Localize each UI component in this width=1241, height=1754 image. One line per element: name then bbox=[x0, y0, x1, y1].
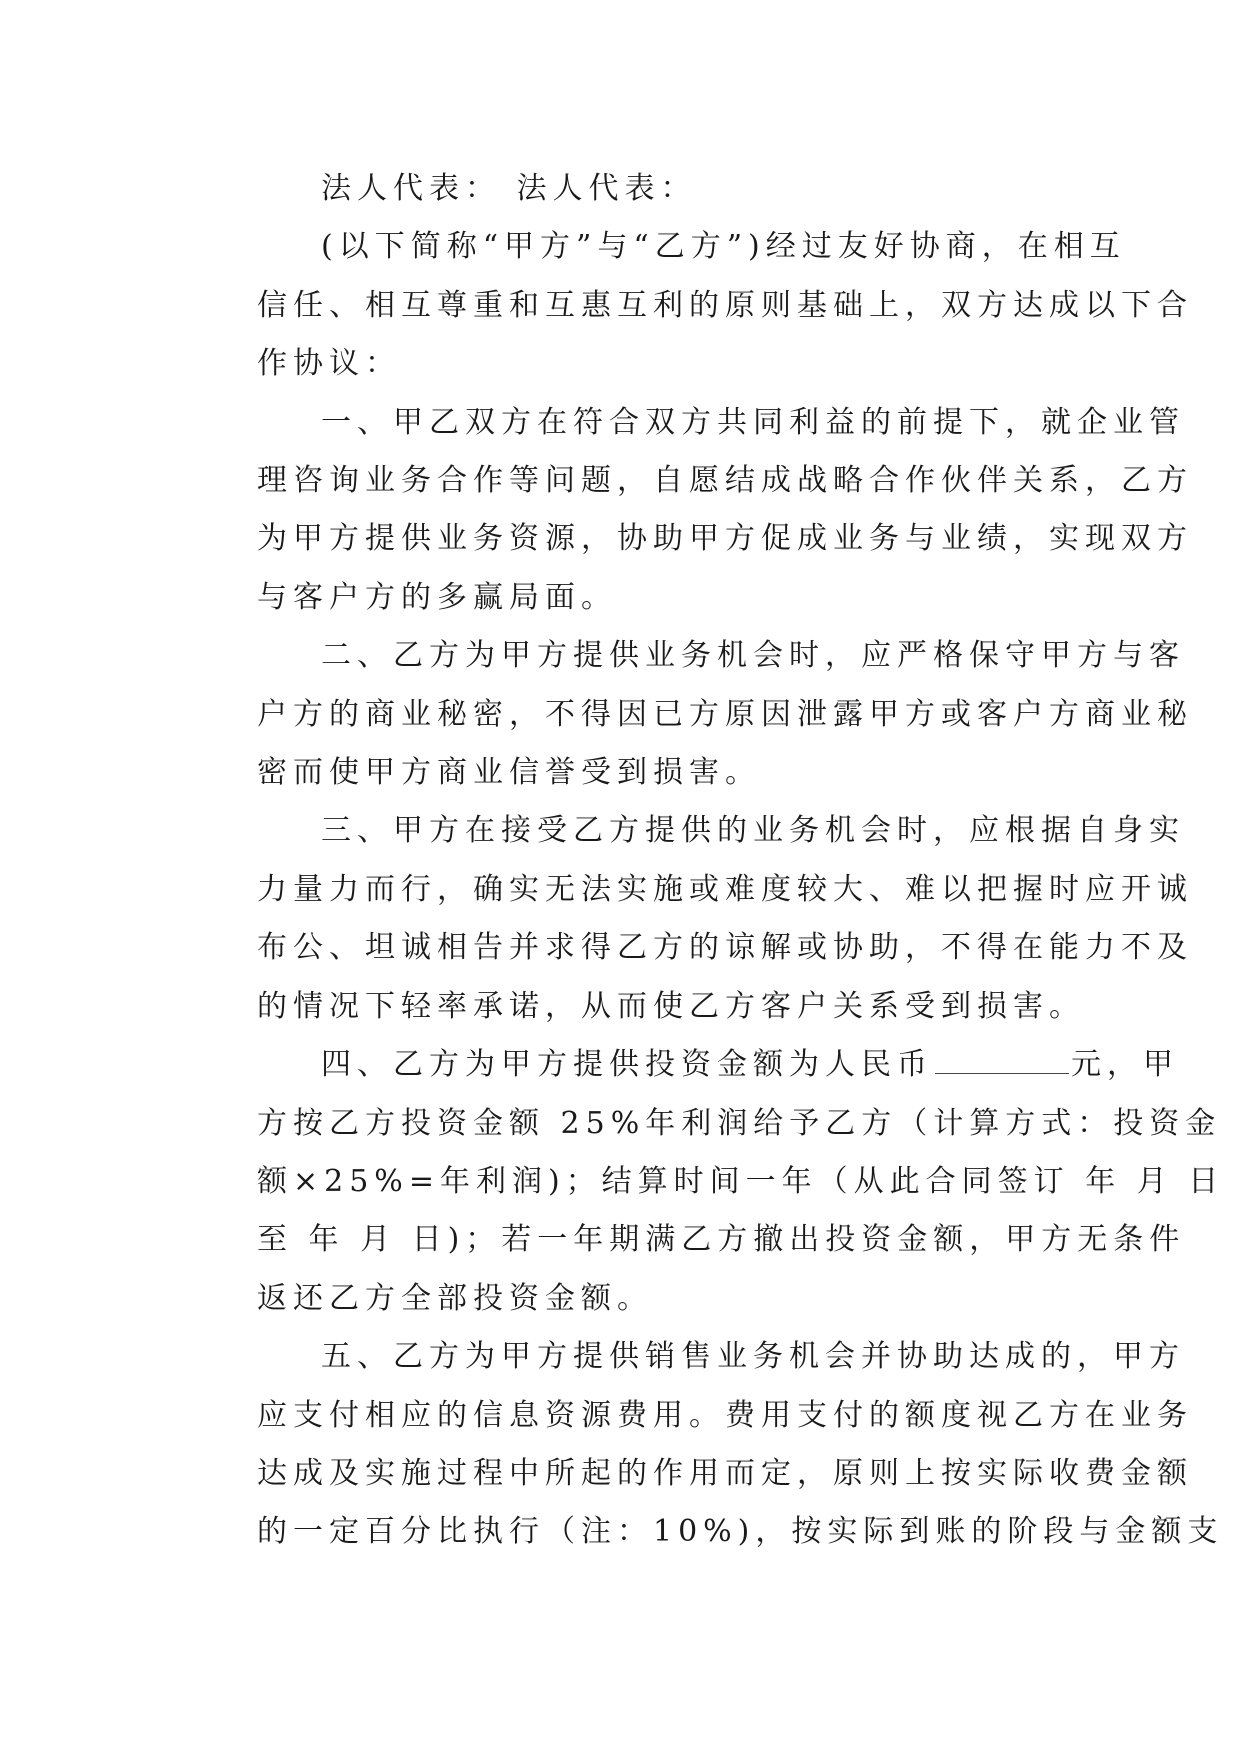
text-line: 的一定百分比执行（注：10%)，按实际到账的阶段与金额支 bbox=[257, 1514, 1224, 1550]
text-line: 理咨询业务合作等问题，自愿结成战略合作伙伴关系，乙方 bbox=[257, 463, 1193, 499]
text-line: 户方的商业秘密，不得因已方原因泄露甲方或客户方商业秘 bbox=[257, 696, 1193, 732]
amount-suffix-text: 元，甲 bbox=[1071, 1047, 1179, 1083]
text-line: 信任、相互尊重和互惠互利的原则基础上，双方达成以下合 bbox=[257, 287, 1193, 323]
text-line: 密而使甲方商业信誉受到损害。 bbox=[257, 755, 761, 791]
text-line: 为甲方提供业务资源，协助甲方促成业务与业绩，实现双方 bbox=[257, 521, 1193, 557]
text-line: 布公、坦诚相告并求得乙方的谅解或协助，不得在能力不及 bbox=[257, 930, 1193, 966]
text-line: 二、乙方为甲方提供业务机会时，应严格保守甲方与客 bbox=[321, 638, 1185, 674]
text-line: 方按乙方投资金额 25%年利润给予乙方（计算方式：投资金 bbox=[257, 1105, 1222, 1141]
text-line: 与客户方的多赢局面。 bbox=[257, 579, 617, 615]
text-line: 至 年 月 日)；若一年期满乙方撤出投资金额，甲方无条件 bbox=[257, 1222, 1186, 1258]
clause-2-paragraph bbox=[193, 627, 1193, 802]
intro-paragraph bbox=[193, 218, 1193, 393]
document-body bbox=[193, 160, 1225, 1562]
text-line: 五、乙方为甲方提供销售业务机会并协助达成的，甲方 bbox=[321, 1339, 1185, 1375]
text-line bbox=[193, 1036, 1179, 1094]
text-line: 的情况下轻率承诺，从而使乙方客户关系受到损害。 bbox=[257, 988, 1085, 1024]
clause-1-paragraph bbox=[193, 394, 1193, 628]
text-line: (以下简称“甲方”与“乙方”)经过友好协商，在相互 bbox=[321, 229, 1126, 265]
clause-5-paragraph bbox=[193, 1328, 1224, 1562]
clause-3-paragraph bbox=[193, 802, 1193, 1036]
text-line: 达成及实施过程中所起的作用而定，原则上按实际收费金额 bbox=[257, 1455, 1193, 1491]
clause-4-paragraph bbox=[193, 1036, 1225, 1328]
representative-line bbox=[193, 160, 1051, 218]
text-line: 法人代表： 法人代表： bbox=[321, 171, 697, 206]
amount-prefix-text: 四、乙方为甲方提供投资金额为人民币 bbox=[321, 1047, 933, 1083]
text-line: 额×25%=年利润)；结算时间一年（从此合同签订 年 月 日 bbox=[257, 1163, 1225, 1199]
amount-blank-field bbox=[935, 1047, 1069, 1074]
text-line: 力量力而行，确实无法实施或难度较大、难以把握时应开诚 bbox=[257, 871, 1193, 907]
text-line: 应支付相应的信息资源费用。费用支付的额度视乙方在业务 bbox=[257, 1397, 1193, 1433]
text-line: 作协议： bbox=[257, 346, 401, 382]
text-line: 一、甲乙双方在符合双方共同利益的前提下，就企业管 bbox=[321, 404, 1185, 440]
text-line: 返还乙方全部投资金额。 bbox=[257, 1280, 653, 1316]
text-line: 三、甲方在接受乙方提供的业务机会时，应根据自身实 bbox=[321, 813, 1185, 849]
